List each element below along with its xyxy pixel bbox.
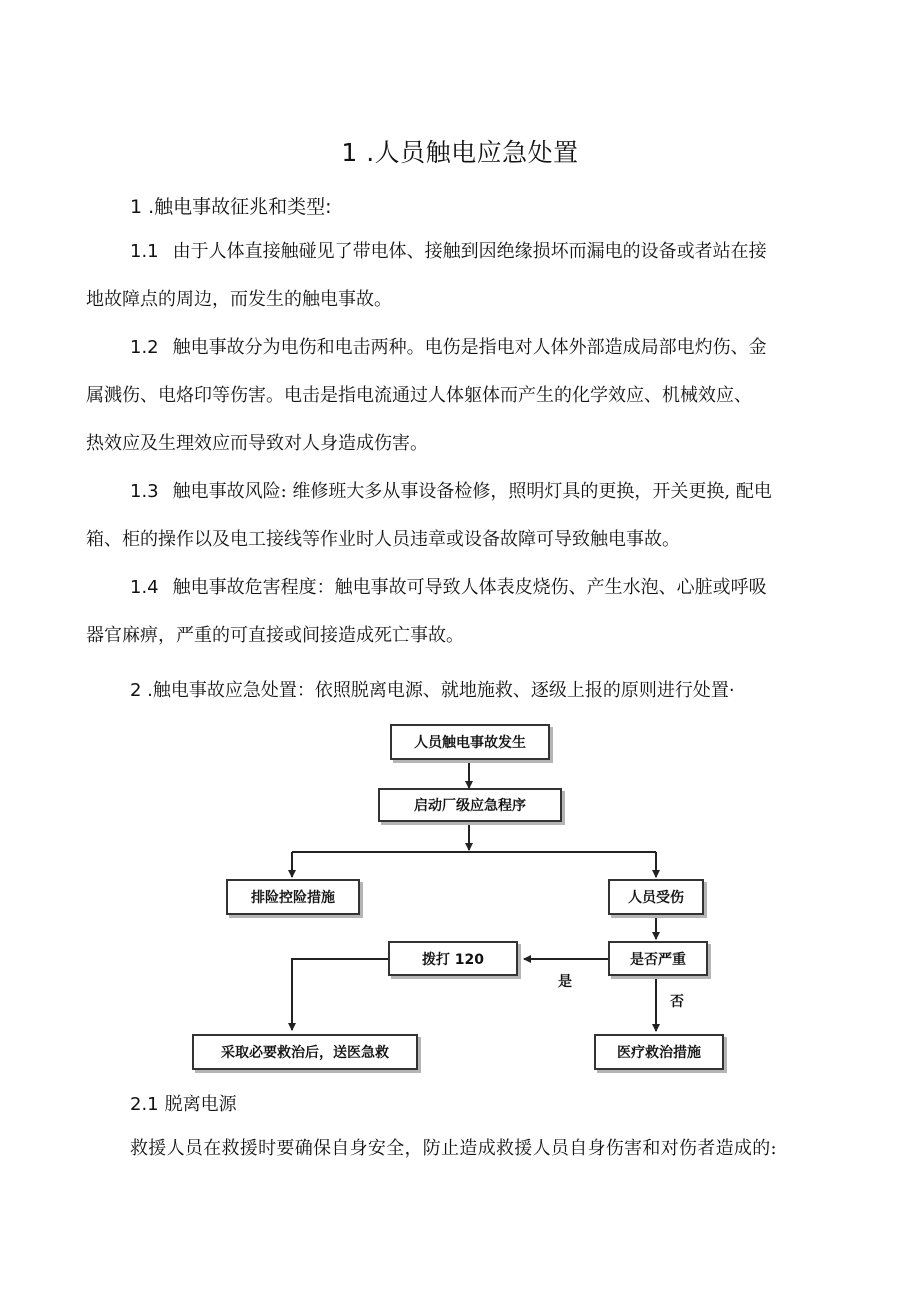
paragraph-text: 触电事故危害程度：触电事故可导致人体表皮烧伤、产生水泡、心脏或呼吸 xyxy=(172,577,767,598)
page-title: 1 .人员触电应急处置 xyxy=(341,138,579,167)
section-2-heading: 2 .触电事故应急处置：依照脱离电源、就地施救、逐级上报的原则进行处置· xyxy=(130,680,735,701)
paragraph-text: 器官麻痹，严重的可直接或间接造成死亡事故。 xyxy=(86,625,464,646)
subsection-number: 2.1 xyxy=(130,1094,159,1115)
paragraph-text: 属溅伤、电烙印等伤害。电击是指电流通过人体躯体而产生的化学效应、机械效应、 xyxy=(86,385,752,406)
flow-node-rescue: 采取必要救治后，送医急救 xyxy=(192,1034,418,1070)
paragraph-1-2 xyxy=(86,324,836,468)
paragraph-text: 由于人体直接触碰见了带电体、接触到因绝缘损坏而漏电的设备或者站在接 xyxy=(172,241,767,262)
section-1-heading: 1 .触电事故征兆和类型: xyxy=(130,196,332,218)
paragraph-1-3 xyxy=(86,468,836,564)
paragraph-number: 1.1 xyxy=(130,241,159,262)
paragraph-2-1-text: 救援人员在救援时要确保自身安全，防止造成救援人员自身伤害和对伤者造成的: xyxy=(130,1138,777,1159)
paragraph-number: 1.4 xyxy=(130,577,159,598)
flow-node-decision-severe: 是否严重 xyxy=(608,941,708,976)
paragraph-text: 热效应及生理效应而导致对人身造成伤害。 xyxy=(86,433,428,454)
paragraph-text: 箱、柜的操作以及电工接线等作业时人员违章或设备故障可导致触电事故。 xyxy=(86,529,680,550)
flow-node-call-120: 拨打 120 xyxy=(388,941,518,976)
paragraph-text: 触电事故分为电伤和电击两种。电伤是指电对人体外部造成局部电灼伤、金 xyxy=(172,337,767,358)
subsection-title: 脱离电源 xyxy=(164,1094,237,1115)
paragraph-text: 地故障点的周边，而发生的触电事故。 xyxy=(86,289,392,310)
flow-node-activate: 启动厂级应急程序 xyxy=(378,788,562,822)
paragraph-1-4 xyxy=(86,564,836,660)
subsection-2-1 xyxy=(130,1090,237,1116)
flow-node-start: 人员触电事故发生 xyxy=(390,724,550,760)
flow-node-hazard-control: 排险控险措施 xyxy=(226,879,360,915)
arrow-call-to-rescue xyxy=(292,959,388,1030)
paragraph-1-1 xyxy=(86,228,836,324)
flow-node-injured: 人员受伤 xyxy=(608,879,704,915)
paragraph-number: 1.3 xyxy=(130,481,159,502)
paragraph-text: 触电事故风险: 维修班大多从事设备检修，照明灯具的更换，开关更换, 配电 xyxy=(172,481,772,502)
flow-label-no: 否 xyxy=(670,994,684,1010)
flow-label-yes: 是 xyxy=(558,974,572,990)
flow-node-medical: 医疗救治措施 xyxy=(594,1034,724,1070)
paragraph-number: 1.2 xyxy=(130,337,159,358)
